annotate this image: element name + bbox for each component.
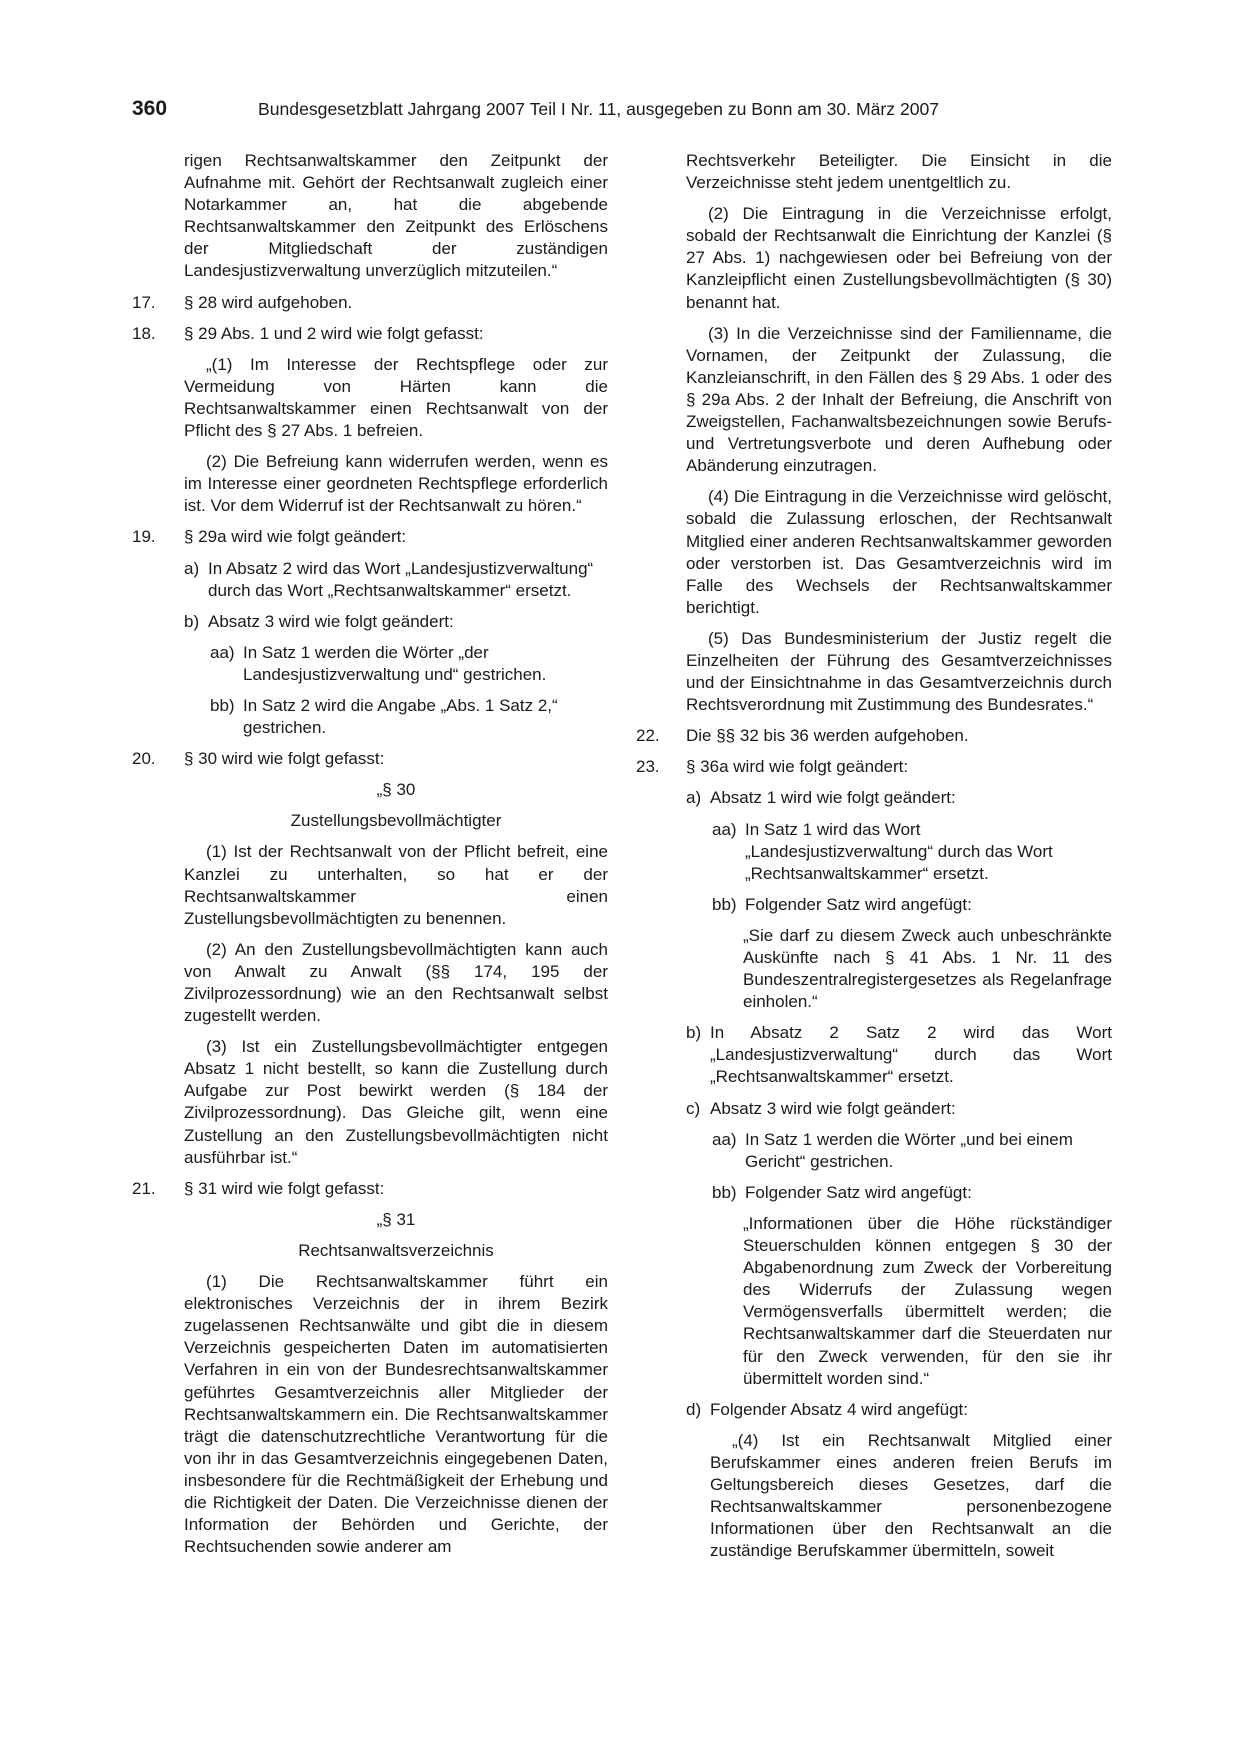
sub-item-text: Absatz 1 wird wie folgt geändert:: [710, 788, 956, 808]
sub-item-text: Folgender Satz wird angefügt:: [745, 1182, 972, 1202]
sub-item-label: a): [686, 788, 702, 808]
item-21: [132, 1178, 608, 1559]
item-text: § 29 Abs. 1 und 2 wird wie folgt gefasst:: [184, 323, 484, 343]
quoted-sentence: „Informationen über die Höhe rückständiger Steuerschulden können entgegen § 30 der Abgabenordnung zum Zweck der Vorbereitung des Widerrufs der Zulassung wegen Vermögensverfalls übermittelt werden; die Rechtsanwaltskammer darf die Steuerdaten nur für den Zweck verwenden, für den sie ihr übermittelt worden sind.“: [743, 1213, 1112, 1388]
item-17: [132, 292, 608, 314]
sub-item-label: aa): [712, 819, 737, 839]
sub-item-bb: [712, 1182, 1112, 1204]
section-number: „§ 30: [376, 780, 416, 800]
quoted-paragraph: (3) In die Verzeichnisse sind der Familienname, die Vornamen, der Zeitpunkt der Zulassung, die Kanzleianschrift, in den Fällen des § 29 Abs. 1 oder des § 29a Abs. 2 der Inhalt der Befreiung, die Anschrift von Zweigstellen, Fachanwaltsbezeichnungen sowie Berufs- und Vertretungsverbote und deren Aufhebung oder Abänderung einzutragen.: [686, 323, 1112, 476]
section-number: „§ 31: [376, 1209, 416, 1229]
sub-item-label: bb): [712, 1182, 737, 1202]
quoted-paragraph: (3) Ist ein Zustellungsbevollmächtigter entgegen Absatz 1 nicht bestellt, so kann die Zustellung durch Aufgabe zur Post bewirkt werden (§ 184 der Zivilprozessordnung). Das Gleiche gilt, wenn eine Zustellung an den Zustellungsbevollmächtigten nicht ausführbar ist.“: [184, 1037, 608, 1167]
quoted-paragraph: (1) Die Rechtsanwaltskammer führt ein elektronisches Verzeichnis der in ihrem Bezirk zugelassenen Rechtsanwälte und gibt die in diesem Verzeichnis gespeicherten Daten im automatisierten Verfahren in ein von der Bundesrechtsanwaltskammer geführtes Gesamtverzeichnis aller Mitglieder der Rechtsanwaltskammern ein. Die Rechtsanwaltskammer trägt die datenschutzrechtliche Verantwortung für die von ihr in das Gesamtverzeichnis eingegebenen Daten, insbesondere für die Rechtmäßigkeit der Erhebung und die Richtigkeit der Daten. Die Verzeichnisse dienen der Information der Behörden und Gerichte, der Rechtsuchenden sowie anderer am: [184, 1272, 608, 1557]
section-heading: Zustellungsbevollmächtigter: [290, 811, 502, 831]
item-23: [636, 756, 1112, 1562]
item-number: 23.: [636, 757, 660, 777]
quoted-paragraph: (2) An den Zustellungsbevollmächtigten kann auch von Anwalt zu Anwalt (§§ 174, 195 der Zivilprozessordnung) wie an den Rechtsanwalt selbst zugestellt werden.: [184, 939, 608, 1026]
quoted-paragraph: „(4) Ist ein Rechtsanwalt Mitglied einer Berufskammer eines anderen freien Berufs im Geltungsbereich dieses Gesetzes, darf die Rechtsanwaltskammer personenbezogene Informationen über den Rechtsanwalt an die zuständige Berufskammer übermitteln, soweit: [710, 1430, 1112, 1561]
item-number: 21.: [132, 1178, 156, 1198]
sub-item-label: aa): [712, 1129, 737, 1149]
item-number: 20.: [132, 749, 156, 769]
sub-item-c: [686, 1098, 1112, 1120]
sub-item-bb: [712, 894, 1112, 916]
item-number: 19.: [132, 527, 156, 547]
sub-item-aa: [712, 819, 1112, 885]
page-header: [132, 97, 1112, 127]
sub-item-text: In Absatz 2 wird das Wort „Landesjustizverwaltung“ durch das Wort „Rechtsanwaltskammer“ ersetzt.: [208, 558, 594, 600]
left-column: [132, 150, 608, 1558]
section-heading: Rechtsanwaltsverzeichnis: [298, 1240, 494, 1260]
item-19: [132, 526, 608, 739]
quoted-paragraph: „(1) Im Interesse der Rechtspflege oder zur Vermeidung von Härten kann die Rechtsanwaltskammer einen Rechtsanwalt von der Pflicht des § 27 Abs. 1 befreien.: [184, 354, 608, 441]
item-text: § 36a wird wie folgt geändert:: [686, 757, 909, 777]
item-text: Die §§ 32 bis 36 werden aufgehoben.: [686, 726, 969, 746]
item-22: [636, 725, 1112, 747]
sub-item-text: Absatz 3 wird wie folgt geändert:: [208, 611, 454, 631]
continued-paragraph: rigen Rechtsanwaltskammer den Zeitpunkt der Aufnahme mit. Gehört der Rechtsanwalt zugleich einer Notarkammer an, hat die abgebende Rechtsanwaltskammer den Zeitpunkt des Erlöschens der Mitgliedschaft der zuständigen Landesjustizverwaltung unverzüglich mitzuteilen.“: [184, 151, 608, 281]
page-number: 360: [132, 97, 168, 120]
quoted-sentence: „Sie darf zu diesem Zweck auch unbeschränkte Auskünfte nach § 41 Abs. 1 Nr. 11 des Bundeszentralregistergesetzes als Regelanfrage einholen.“: [743, 925, 1112, 1012]
sub-item-aa: [210, 642, 608, 686]
quoted-paragraph: (2) Die Eintragung in die Verzeichnisse erfolgt, sobald der Rechtsanwalt die Einrichtung der Kanzlei (§ 27 Abs. 1) nachgewiesen oder bei Befreiung von der Kanzleipflicht einen Zustellungsbevollmächtigten (§ 30) benannt hat.: [686, 204, 1112, 312]
item-20: [132, 748, 608, 1169]
continued-paragraph: Rechtsverkehr Beteiligter. Die Einsicht in die Verzeichnisse steht jedem unentgeltlich zu.: [686, 151, 1112, 193]
sub-item-aa: [712, 1129, 1112, 1173]
quoted-paragraph: (4) Die Eintragung in die Verzeichnisse wird gelöscht, sobald die Zulassung erloschen, der Rechtsanwalt Mitglied einer anderen Rechtsanwaltskammer geworden oder verstorben ist. Das Gesamtverzeichnis wird im Falle des Wechsels der Rechtsanwaltskammer berichtigt.: [686, 487, 1112, 617]
quoted-paragraph: (5) Das Bundesministerium der Justiz regelt die Einzelheiten der Führung des Gesamtverzeichnisses und der Einsichtnahme in das Gesamtverzeichnis durch Rechtsverordnung mit Zustimmung des Bundesrates.“: [686, 628, 1112, 715]
item-number: 22.: [636, 726, 660, 746]
quoted-paragraph: (1) Ist der Rechtsanwalt von der Pflicht befreit, eine Kanzlei zu unterhalten, so hat er der Rechtsanwaltskammer einen Zustellungsbevollmächtigten zu benennen.: [184, 842, 608, 928]
item-text: § 28 wird aufgehoben.: [184, 292, 353, 312]
sub-item-text: In Satz 1 werden die Wörter „und bei einem Gericht“ gestrichen.: [745, 1129, 1073, 1171]
sub-item-label: aa): [210, 642, 235, 662]
sub-item-label: bb): [210, 695, 235, 715]
sub-item-label: d): [686, 1399, 702, 1419]
sub-item-label: a): [184, 558, 200, 578]
item-18: [132, 323, 608, 518]
sub-item-label: b): [686, 1023, 702, 1043]
sub-item-a: [686, 787, 1112, 809]
sub-item-bb: [210, 695, 608, 739]
sub-item-text: In Satz 1 wird das Wort „Landesjustizverwaltung“ durch das Wort „Rechtsanwaltskammer“ ersetzt.: [745, 819, 1053, 883]
sub-item-label: bb): [712, 894, 737, 914]
sub-item-text: Folgender Satz wird angefügt:: [745, 894, 972, 914]
item-number: 17.: [132, 292, 156, 312]
sub-item-text: Folgender Absatz 4 wird angefügt:: [710, 1399, 968, 1419]
item-text: § 31 wird wie folgt gefasst:: [184, 1178, 385, 1198]
sub-item-text: Absatz 3 wird wie folgt geändert:: [710, 1098, 956, 1118]
item-number: 18.: [132, 323, 156, 343]
sub-item-text: In Satz 1 werden die Wörter „der Landesjustizverwaltung und“ gestrichen.: [243, 642, 547, 684]
quoted-paragraph: (2) Die Befreiung kann widerrufen werden, wenn es im Interesse einer geordneten Rechtspflege erforderlich ist. Vor dem Widerruf ist der Rechtsanwalt zu hören.“: [184, 452, 608, 516]
sub-item-d: [686, 1399, 1112, 1421]
right-column: [636, 150, 1112, 1562]
running-title: Bundesgesetzblatt Jahrgang 2007 Teil I Nr. 11, ausgegeben zu Bonn am 30. März 2007: [258, 99, 940, 119]
sub-item-a: [184, 558, 608, 602]
sub-item-label: b): [184, 611, 200, 631]
item-text: § 29a wird wie folgt geändert:: [184, 527, 407, 547]
sub-item-b: [184, 611, 608, 633]
item-text: § 30 wird wie folgt gefasst:: [184, 749, 385, 769]
sub-item-text: In Absatz 2 Satz 2 wird das Wort „Landesjustizverwaltung“ durch das Wort „Rechtsanwaltskammer“ ersetzt.: [710, 1023, 1112, 1087]
sub-item-b: [686, 1022, 1112, 1088]
sub-item-text: In Satz 2 wird die Angabe „Abs. 1 Satz 2,“ gestrichen.: [243, 695, 558, 738]
sub-item-label: c): [686, 1098, 701, 1118]
